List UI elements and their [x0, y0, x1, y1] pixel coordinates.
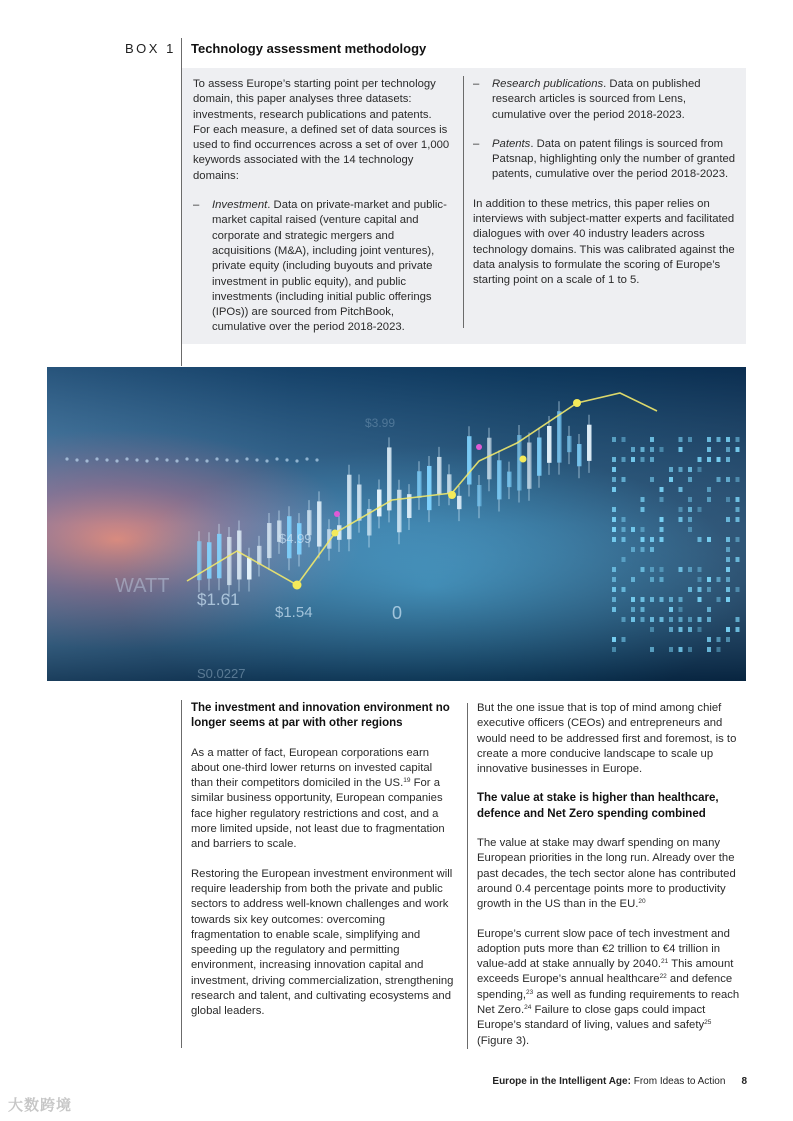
grid-dot	[650, 537, 654, 542]
grid-dot	[717, 637, 721, 642]
grid-dot	[726, 547, 730, 552]
grid-dot	[650, 447, 654, 452]
grid-dot	[622, 587, 626, 592]
grid-dot	[641, 457, 645, 462]
paragraph-text: Europe’s current slow pace of tech investment and adoption puts more than €2 trillion to €4 trillion in value-add at stake annually by 2040.	[477, 927, 730, 971]
grid-dot	[726, 477, 730, 482]
candle-body	[357, 485, 362, 521]
grid-dot	[195, 458, 198, 461]
grid-dot	[612, 637, 616, 642]
grid-dot	[707, 487, 711, 492]
grid-dot	[631, 527, 635, 532]
grid-dot	[622, 477, 626, 482]
candle-body	[497, 460, 502, 499]
candle-body	[347, 475, 352, 540]
paragraph-text: The value at stake may dwarf spending on many European priorities in the long run. Already over the past decades, the tech sector alone has contributed around 0.4 percentage points more to productivity growth in the US than in the EU.	[477, 837, 736, 911]
grid-dot	[305, 457, 308, 460]
paragraph-text: as well as funding requirements to reach Net Zero.	[477, 988, 740, 1017]
body-left-column	[191, 701, 457, 1034]
grid-dot	[295, 459, 298, 462]
patents-text: . Data on patent filings is sourced from Patsnap, highlighting only the number of granted patents, cumulative over the period 2018-2023.	[492, 137, 736, 181]
grid-dot	[85, 459, 88, 462]
paragraph-text: Failure to close gaps could impact Europe’s standard of living, values and safety	[477, 1004, 706, 1032]
grid-dot	[125, 457, 128, 460]
grid-dot	[650, 597, 654, 602]
grid-dot	[660, 537, 664, 542]
candle-body	[377, 490, 382, 517]
candle-body	[467, 436, 472, 484]
grid-dot	[726, 447, 730, 452]
grid-dot	[688, 517, 692, 522]
grid-dot	[679, 607, 683, 612]
grid-dot	[717, 477, 721, 482]
grid-dot	[612, 647, 616, 652]
paragraph-text: (Figure 3).	[477, 1034, 530, 1047]
investment-text: . Data on private-market and public-market capital raised (venture capital and corporate and strategic mergers and acquisitions (M&A), including joint ventures), private equity (including buyouts and private investment in public equity), and public investments (including initial public offerings (IPOs)) are sourced from PitchBook, cumulative over the period 2018-2023.	[212, 199, 447, 334]
candle-body	[217, 534, 222, 578]
paragraph	[191, 746, 457, 853]
grid-dot	[641, 537, 645, 542]
grid-dot	[679, 467, 683, 472]
grid-dot	[669, 607, 673, 612]
grid-dot	[641, 567, 645, 572]
grid-dot	[688, 617, 692, 622]
box-label: BOX 1	[125, 41, 176, 56]
price-label: $1.61	[197, 590, 240, 609]
candle-body	[447, 474, 452, 493]
paragraph	[477, 927, 741, 1049]
grid-dot	[688, 437, 692, 442]
grid-dot	[717, 647, 721, 652]
grid-dot	[105, 458, 108, 461]
grid-dot	[612, 567, 616, 572]
grid-dot	[736, 447, 740, 452]
grid-dot	[717, 457, 721, 462]
candle-body	[537, 437, 542, 475]
grid-dot	[698, 537, 702, 542]
grid-dot	[669, 597, 673, 602]
grid-dot	[717, 597, 721, 602]
footnote-ref: 19	[403, 777, 411, 785]
grid-dot	[679, 617, 683, 622]
grid-dot	[726, 517, 730, 522]
paragraph-text: As a matter of fact, European corporations earn about one-third lower returns on invested capital than their competitors domiciled in the US.	[191, 746, 433, 790]
grid-dot	[736, 517, 740, 522]
grid-dot	[641, 597, 645, 602]
research-term: Research publications	[492, 78, 604, 90]
grid-dot	[612, 587, 616, 592]
grid-dot	[175, 459, 178, 462]
footnote-ref: 21	[661, 958, 669, 966]
grid-dot	[265, 459, 268, 462]
grid-dot	[698, 577, 702, 582]
grid-dot	[679, 567, 683, 572]
grid-dot	[622, 437, 626, 442]
grid-dot	[679, 597, 683, 602]
candle-body	[587, 425, 592, 461]
grid-dot	[75, 458, 78, 461]
grid-dot	[688, 467, 692, 472]
grid-dot	[688, 497, 692, 502]
grid-dot	[688, 587, 692, 592]
grid-dot	[660, 497, 664, 502]
grid-dot	[235, 459, 238, 462]
grid-dot	[688, 627, 692, 632]
grid-dot	[736, 507, 740, 512]
paragraph-text: For a similar business opportunity, European companies face higher regulatory restrictions and cost, and a more limited upside, not least due to fragmentation and barriers to scale.	[191, 777, 445, 851]
grid-dot	[631, 447, 635, 452]
grid-dot	[225, 458, 228, 461]
body-right-column	[477, 701, 741, 1063]
candle-body	[477, 485, 482, 506]
grid-dot	[631, 607, 635, 612]
grid-dot	[631, 547, 635, 552]
candle-body	[417, 471, 422, 498]
grid-dot	[707, 647, 711, 652]
candle-body	[207, 542, 212, 578]
candle-body	[247, 558, 252, 580]
grid-dot	[95, 457, 98, 460]
grid-dot	[660, 597, 664, 602]
grid-dot	[612, 537, 616, 542]
research-item	[473, 77, 737, 123]
footnote-ref: 24	[524, 1004, 532, 1012]
candle-body	[437, 457, 442, 494]
grid-dot	[612, 517, 616, 522]
grid-dot	[698, 617, 702, 622]
grid-dot	[688, 647, 692, 652]
grid-dot	[641, 547, 645, 552]
box-left-column	[193, 77, 451, 350]
grid-dot	[726, 627, 730, 632]
grid-dot	[669, 477, 673, 482]
grid-dot	[698, 457, 702, 462]
grid-dot	[641, 497, 645, 502]
grid-dot	[622, 517, 626, 522]
footer-title-rest: From Ideas to Action	[630, 1076, 726, 1087]
candle-body	[267, 523, 272, 558]
grid-dot	[285, 458, 288, 461]
grid-dot	[631, 617, 635, 622]
grid-dot	[726, 437, 730, 442]
grid-dot	[612, 467, 616, 472]
grid-dot	[717, 437, 721, 442]
grid-dot	[726, 587, 730, 592]
grid-dot	[255, 458, 258, 461]
price-label: S0.0227	[197, 666, 246, 681]
box-intro: To assess Europe’s starting point per technology domain, this paper analyses three datasets: investments, research publications and patents. For each measure, a defined set of data sources is used to find occurrences across a set of over 1,000 keywords associated with the 14 technology domains:	[193, 78, 450, 182]
grid-dot	[707, 587, 711, 592]
grid-dot	[679, 437, 683, 442]
patents-term: Patents	[492, 137, 531, 150]
grid-dot	[726, 577, 730, 582]
grid-dot	[679, 647, 683, 652]
grid-dot	[650, 567, 654, 572]
dash-marker: –	[193, 199, 200, 212]
grid-dot	[650, 437, 654, 442]
investment-term: Investment	[212, 199, 268, 212]
grid-dot	[736, 587, 740, 592]
footnote-ref: 22	[659, 973, 667, 981]
grid-dot	[65, 457, 68, 460]
candle-body	[487, 438, 492, 480]
body-column-separator	[467, 703, 468, 1049]
body-left-rule	[181, 700, 182, 1048]
grid-dot	[612, 477, 616, 482]
box-right-column	[473, 77, 737, 303]
grid-dot	[679, 487, 683, 492]
patents-item	[473, 137, 737, 183]
grid-dot	[698, 567, 702, 572]
grid-dot	[660, 617, 664, 622]
grid-dot	[669, 467, 673, 472]
grid-dot	[736, 617, 740, 622]
grid-dot	[717, 577, 721, 582]
grid-dot	[679, 507, 683, 512]
candle-body	[507, 472, 512, 488]
grid-dot	[275, 457, 278, 460]
grid-dot	[612, 487, 616, 492]
grid-dot	[707, 637, 711, 642]
candle-body	[397, 490, 402, 532]
grid-dot	[736, 557, 740, 562]
grid-dot	[612, 577, 616, 582]
grid-dot	[726, 557, 730, 562]
grid-dot	[736, 497, 740, 502]
footnote-ref: 23	[526, 988, 534, 996]
grid-dot	[631, 457, 635, 462]
box-closing: In addition to these metrics, this paper relies on interviews with subject-matter experts and facilitated dialogues with over 40 industry leaders across technology domains. This was calibrated against the data analysis to formulate the scoring of Europe’s starting point on a scale of 1 to 5.	[473, 197, 735, 287]
page-number: 8	[741, 1076, 747, 1087]
candle-body	[557, 411, 562, 462]
footer-title-bold: Europe in the Intelligent Age:	[492, 1076, 631, 1087]
grid-dot	[698, 507, 702, 512]
grid-dot	[660, 527, 664, 532]
hero-illustration	[47, 367, 746, 681]
grid-dot	[688, 527, 692, 532]
grid-dot	[650, 647, 654, 652]
grid-dot	[185, 457, 188, 460]
candle-body	[527, 442, 532, 488]
grid-dot	[726, 637, 730, 642]
watermark-logo: 大数跨境	[8, 1097, 73, 1114]
grid-dot	[115, 459, 118, 462]
price-label: $4.99	[279, 531, 312, 546]
box-column-separator	[463, 76, 464, 328]
hero-stock-chart-image	[47, 367, 746, 681]
grid-dot	[622, 527, 626, 532]
grid-dot	[707, 537, 711, 542]
grid-dot	[707, 607, 711, 612]
grid-dot	[707, 447, 711, 452]
candle-body	[257, 546, 262, 565]
grid-dot	[145, 459, 148, 462]
grid-dot	[726, 567, 730, 572]
grid-dot	[631, 597, 635, 602]
grid-dot	[612, 507, 616, 512]
grid-dot	[641, 507, 645, 512]
paragraph: But the one issue that is top of mind among chief executive officers (CEOs) and entrepreneurs and would need to be addressed first and foremost, is to create a more conducive landscape to scale up innovative businesses in Europe.	[477, 702, 737, 776]
grid-dot	[736, 627, 740, 632]
grid-dot	[612, 527, 616, 532]
grid-dot	[698, 597, 702, 602]
price-label: $3.99	[365, 416, 396, 430]
price-label: 0	[392, 603, 403, 623]
grid-dot	[698, 587, 702, 592]
grid-dot	[707, 577, 711, 582]
grid-dot	[660, 577, 664, 582]
grid-dot	[612, 457, 616, 462]
grid-dot	[707, 437, 711, 442]
grid-dot	[669, 617, 673, 622]
grid-dot	[707, 457, 711, 462]
footnote-ref: 25	[704, 1019, 712, 1027]
grid-dot	[622, 537, 626, 542]
grid-dot	[688, 477, 692, 482]
page-footer	[492, 1076, 747, 1087]
grid-dot	[726, 537, 730, 542]
grid-dot	[155, 457, 158, 460]
grid-dot	[650, 547, 654, 552]
grid-dot	[641, 607, 645, 612]
price-label: WATT	[115, 575, 170, 597]
grid-dot	[726, 597, 730, 602]
grid-dot	[631, 577, 635, 582]
candle-body	[317, 501, 322, 546]
candle-body	[547, 426, 552, 463]
price-label: $1.54	[275, 604, 313, 621]
paragraph-text: and defence spending,	[477, 973, 733, 1001]
grid-dot	[650, 457, 654, 462]
candle-body	[227, 537, 232, 585]
grid-dot	[707, 617, 711, 622]
grid-dot	[641, 617, 645, 622]
investment-item	[193, 198, 451, 336]
grid-dot	[698, 627, 702, 632]
grid-dot	[707, 497, 711, 502]
grid-dot	[165, 458, 168, 461]
grid-dot	[736, 537, 740, 542]
grid-dot	[650, 627, 654, 632]
candle-body	[237, 531, 242, 580]
grid-dot	[205, 459, 208, 462]
grid-dot	[688, 507, 692, 512]
grid-dot	[660, 447, 664, 452]
grid-dot	[679, 627, 683, 632]
grid-dot	[612, 437, 616, 442]
grid-dot	[650, 617, 654, 622]
candle-body	[457, 496, 462, 509]
grid-dot	[315, 458, 318, 461]
box-title: Technology assessment methodology	[191, 41, 427, 56]
candle-body	[577, 444, 582, 466]
paragraph	[477, 836, 741, 912]
grid-dot	[688, 567, 692, 572]
grid-dot	[612, 607, 616, 612]
dash-marker: –	[473, 137, 480, 150]
grid-dot	[215, 457, 218, 460]
candle-body	[567, 436, 572, 452]
section-heading: The investment and innovation environment no longer seems at par with other regions	[191, 702, 450, 730]
grid-dot	[698, 467, 702, 472]
grid-dot	[669, 647, 673, 652]
grid-dot	[736, 477, 740, 482]
grid-dot	[641, 527, 645, 532]
grid-dot	[622, 457, 626, 462]
grid-dot	[660, 487, 664, 492]
grid-dot	[622, 637, 626, 642]
grid-dot	[622, 617, 626, 622]
research-text: . Data on published research articles is sourced from Lens, cumulative over the period 2018-2023.	[492, 78, 701, 121]
grid-dot	[245, 457, 248, 460]
dash-marker: –	[473, 78, 480, 90]
grid-dot	[650, 477, 654, 482]
grid-dot	[660, 567, 664, 572]
grid-dot	[669, 627, 673, 632]
grid-dot	[650, 577, 654, 582]
grid-dot	[679, 447, 683, 452]
grid-dot	[641, 447, 645, 452]
grid-dot	[612, 597, 616, 602]
grid-dot	[622, 557, 626, 562]
grid-dot	[679, 517, 683, 522]
grid-dot	[726, 457, 730, 462]
grid-dot	[726, 497, 730, 502]
candle-body	[427, 466, 432, 510]
grid-dot	[736, 437, 740, 442]
grid-dot	[660, 517, 664, 522]
paragraph-text: This amount exceeds Europe’s annual healthcare	[477, 958, 734, 986]
paragraph: Restoring the European investment environment will require leadership from both the private and public sectors to address well-known challenges and work towards six key outcomes: overcoming fragmentation to enable scale, simplifying and speeding up the regulatory and permitting environment, increasing innovation capital and investment, driving commercialization, strengthening research and talent, and cultivating ecosystems and global leaders.	[191, 867, 454, 1018]
grid-dot	[135, 458, 138, 461]
footnote-ref: 20	[638, 898, 646, 906]
section-heading: The value at stake is higher than healthcare, defence and Net Zero spending combined	[477, 792, 719, 820]
